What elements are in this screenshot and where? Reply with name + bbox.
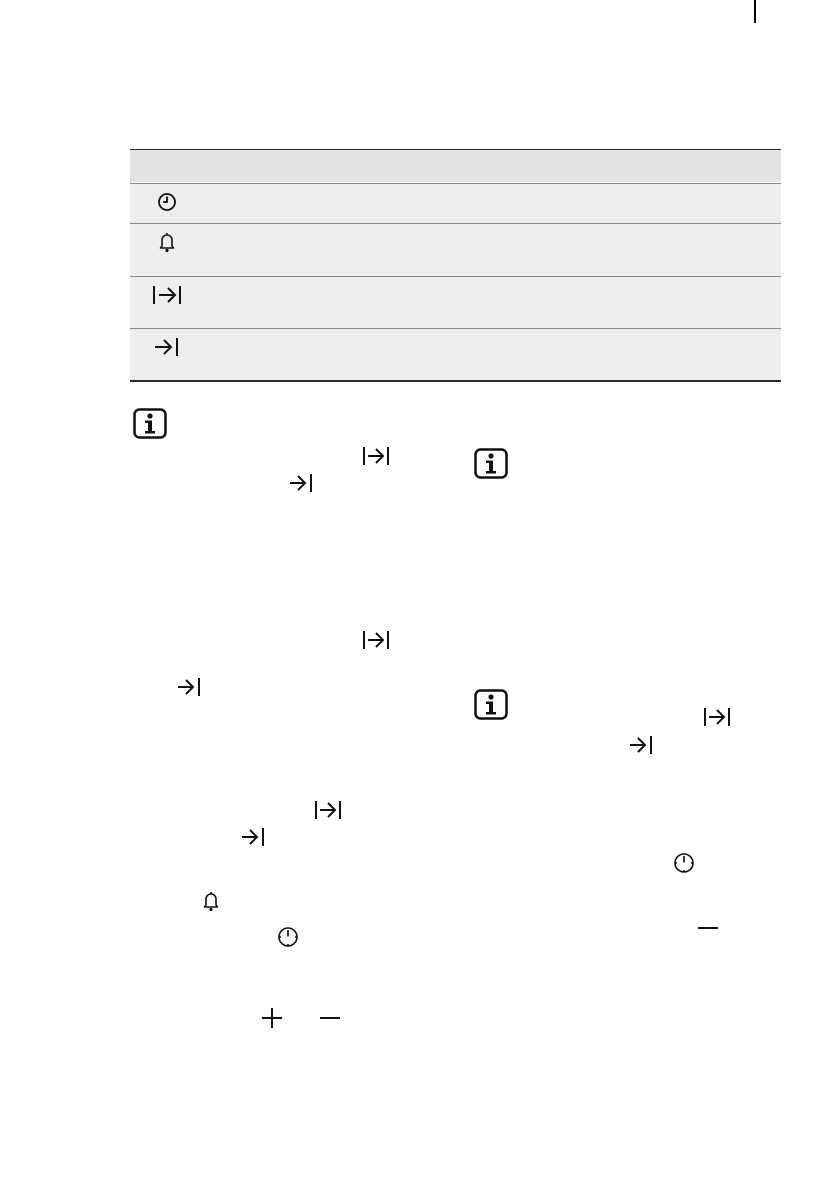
table-bottom-rule <box>130 380 781 382</box>
table-row-end <box>130 329 781 381</box>
duration-arrow-icon <box>362 446 390 466</box>
end-arrow-icon <box>289 473 313 493</box>
clock-button-icon <box>673 852 695 874</box>
table-row-minute-minder <box>130 224 781 276</box>
crop-mark-vertical <box>754 0 756 23</box>
info-icon <box>474 448 508 479</box>
duration-arrow-icon <box>703 707 731 727</box>
duration-arrow-icon <box>314 800 342 820</box>
duration-arrow-icon <box>362 630 390 650</box>
table-row-time-of-day <box>130 184 781 223</box>
bell-icon <box>158 231 176 253</box>
info-icon <box>133 408 167 439</box>
clock-button-icon <box>277 926 299 948</box>
clock-icon <box>157 192 177 212</box>
end-arrow-icon <box>241 827 265 847</box>
table-row-duration <box>130 277 781 328</box>
minus-icon <box>697 917 719 939</box>
plus-icon <box>261 1007 283 1029</box>
minus-icon <box>319 1007 341 1029</box>
table-header <box>130 150 781 182</box>
end-arrow-icon <box>177 677 201 697</box>
bell-icon <box>202 890 220 912</box>
end-arrow-icon <box>629 735 653 755</box>
info-icon <box>474 689 508 720</box>
duration-arrow-icon <box>152 284 182 306</box>
end-arrow-icon <box>153 336 179 358</box>
